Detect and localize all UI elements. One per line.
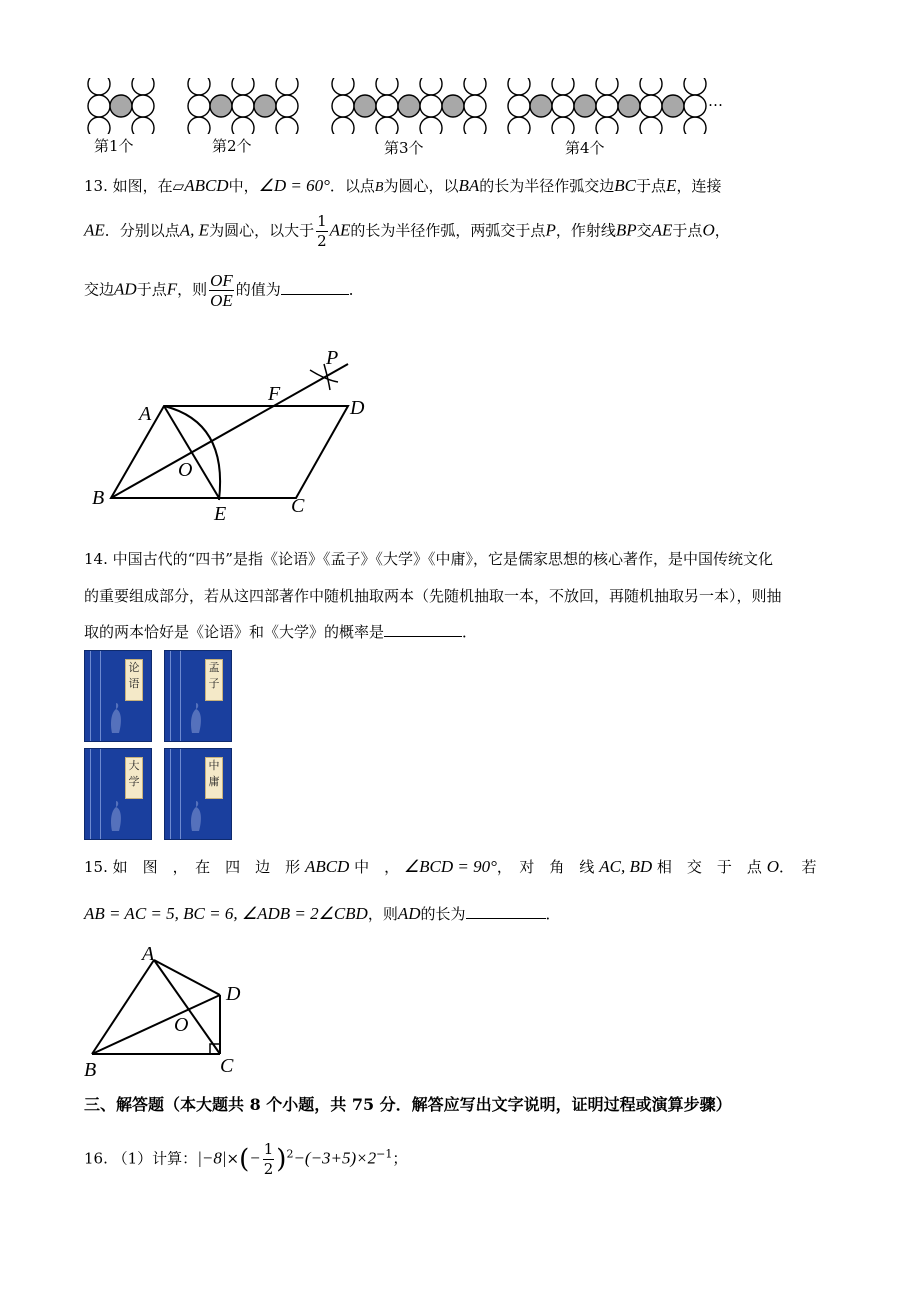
q15-line-1: 15. 如 图 ， 在 四 边 形 ABCD 中 ， ∠BCD = 90°， 对 角 线 AC, BD 相 交 于 点 O． 若 bbox=[84, 857, 817, 876]
q15-label-D: D bbox=[226, 983, 241, 1005]
q13-label-A: A bbox=[139, 403, 152, 425]
q13-label-C: C bbox=[291, 495, 305, 517]
q15-label-A: A bbox=[142, 943, 155, 965]
blank-circle bbox=[552, 78, 574, 95]
blank-circle bbox=[464, 95, 486, 117]
blank-circle bbox=[232, 95, 254, 117]
book-daxue bbox=[84, 748, 152, 840]
blank-circle bbox=[640, 78, 662, 95]
blank-circle bbox=[188, 117, 210, 134]
q13-line-2: AE．分别以点A, E为圆心，以大于 $\frac{1}{2}$ AE的长为半径作弧，两弧交于点P，作射线BP交AE于点O， bbox=[84, 212, 730, 250]
blank-circle bbox=[464, 117, 486, 134]
blank-circle bbox=[596, 117, 618, 134]
blank-circle bbox=[132, 117, 154, 134]
shaded-circle bbox=[354, 95, 376, 117]
blank-circle bbox=[376, 95, 398, 117]
pattern-ellipsis: … bbox=[708, 92, 723, 110]
q13-parallelogram-figure bbox=[86, 340, 386, 525]
q13-answer-blank bbox=[281, 280, 349, 295]
shaded-circle bbox=[530, 95, 552, 117]
q14-line-1: 14. 中国古代的“四书”是指《论语》《孟子》《大学》《中庸》，它是儒家思想的核心著作，是中国传统文化 bbox=[84, 550, 773, 568]
blank-circle bbox=[376, 117, 398, 134]
pattern-caption-3: 第3个 bbox=[384, 139, 424, 157]
q13-label-E: E bbox=[214, 503, 227, 525]
q13-label-B: B bbox=[92, 487, 105, 509]
blank-circle bbox=[332, 95, 354, 117]
pattern-caption-1: 第1个 bbox=[94, 137, 134, 155]
pattern-caption-4: 第4个 bbox=[565, 139, 605, 157]
q13-line-3: 交边AD于点F，则 $\frac{OF}{OE}$ 的值为 ． bbox=[84, 271, 364, 310]
book-title-mengzi: 孟 子 bbox=[205, 659, 223, 701]
book-title-zhongyong: 中 庸 bbox=[205, 757, 223, 799]
q13-line-1: 13. 如图，在▱ABCD中，∠D = 60°．以点B为圆心，以BA的长为半径作弧交边BC于点E，连接 bbox=[84, 176, 722, 195]
blank-circle bbox=[684, 117, 706, 134]
blank-circle bbox=[232, 78, 254, 95]
q15-label-B: B bbox=[84, 1059, 97, 1080]
blank-circle bbox=[276, 78, 298, 95]
blank-circle bbox=[508, 117, 530, 134]
q15-label-C: C bbox=[220, 1055, 234, 1077]
blank-circle bbox=[88, 78, 110, 95]
blank-circle bbox=[188, 95, 210, 117]
q13-label-P: P bbox=[326, 347, 339, 369]
blank-circle bbox=[596, 78, 618, 95]
q16-line-1: 16. （1）计算：|−8|×(− $\frac{1}{2}$ )$^2-(-3+5)\times 2^{-1}$； bbox=[84, 1140, 408, 1178]
q14-answer-blank bbox=[384, 622, 462, 637]
blank-circle bbox=[420, 78, 442, 95]
q15-quadrilateral-figure bbox=[80, 940, 280, 1080]
q14-line-3: 取的两本恰好是《论语》和《大学》的概率是 ． bbox=[84, 623, 478, 641]
blank-circle bbox=[420, 117, 442, 134]
shaded-circle bbox=[210, 95, 232, 117]
blank-circle bbox=[684, 78, 706, 95]
shaded-circle bbox=[110, 95, 132, 117]
blank-circle bbox=[552, 117, 574, 134]
blank-circle bbox=[332, 78, 354, 95]
shaded-circle bbox=[662, 95, 684, 117]
shaded-circle bbox=[618, 95, 640, 117]
blank-circle bbox=[88, 117, 110, 134]
blank-circle bbox=[276, 117, 298, 134]
blank-circle bbox=[552, 95, 574, 117]
q15-line-2: AB = AC = 5, BC = 6, ∠ADB = 2∠CBD，则AD的长为 ． bbox=[84, 904, 561, 923]
q13-label-D: D bbox=[350, 397, 365, 419]
blank-circle bbox=[332, 117, 354, 134]
q13-label-F: F bbox=[268, 383, 281, 405]
q13-label-O: O bbox=[178, 459, 193, 481]
blank-circle bbox=[640, 117, 662, 134]
shaded-circle bbox=[442, 95, 464, 117]
blank-circle bbox=[508, 95, 530, 117]
pattern-caption-2: 第2个 bbox=[212, 137, 252, 155]
book-title-daxue: 大 学 bbox=[125, 757, 143, 799]
blank-circle bbox=[420, 95, 442, 117]
q14-line-2: 的重要组成部分，若从这四部著作中随机抽取两本（先随机抽取一本，不放回，再随机抽取另一本），则抽 bbox=[84, 587, 782, 605]
shaded-circle bbox=[574, 95, 596, 117]
blank-circle bbox=[596, 95, 618, 117]
blank-circle bbox=[640, 95, 662, 117]
blank-circle bbox=[376, 78, 398, 95]
book-title-lunyu: 论 语 bbox=[125, 659, 143, 701]
blank-circle bbox=[276, 95, 298, 117]
blank-circle bbox=[508, 78, 530, 95]
section-3-title: 三、解答题（本大题共 8 个小题，共 75 分．解答应写出文字说明，证明过程或演算步骤） bbox=[84, 1095, 732, 1114]
book-mengzi bbox=[164, 650, 232, 742]
blank-circle bbox=[132, 95, 154, 117]
blank-circle bbox=[232, 117, 254, 134]
q15-answer-blank bbox=[466, 904, 546, 919]
book-zhongyong bbox=[164, 748, 232, 840]
blank-circle bbox=[132, 78, 154, 95]
book-lunyu bbox=[84, 650, 152, 742]
blank-circle bbox=[464, 78, 486, 95]
blank-circle bbox=[88, 95, 110, 117]
shaded-circle bbox=[254, 95, 276, 117]
blank-circle bbox=[684, 95, 706, 117]
circle-pattern-figure bbox=[80, 78, 740, 134]
shaded-circle bbox=[398, 95, 420, 117]
q15-label-O: O bbox=[174, 1014, 189, 1036]
blank-circle bbox=[188, 78, 210, 95]
